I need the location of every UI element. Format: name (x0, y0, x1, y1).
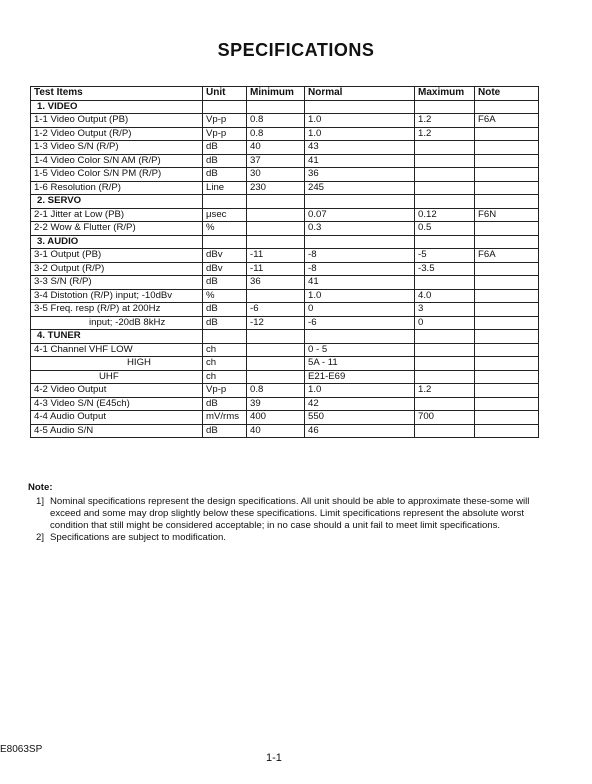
item-cell: 1-2 Video Output (R/P) (31, 127, 203, 141)
minimum-cell: 400 (247, 411, 305, 425)
empty-cell (475, 235, 539, 249)
header-maximum: Maximum (415, 87, 475, 101)
maximum-cell: 4.0 (415, 289, 475, 303)
empty-cell (247, 100, 305, 114)
note-cell (475, 127, 539, 141)
table-header-row (31, 87, 539, 101)
unit-cell: dB (203, 154, 247, 168)
note-cell (475, 316, 539, 330)
unit-cell: dB (203, 168, 247, 182)
unit-cell: % (203, 222, 247, 236)
item-cell: 4-3 Video S/N (E45ch) (31, 397, 203, 411)
maximum-cell: 1.2 (415, 114, 475, 128)
minimum-cell: -11 (247, 249, 305, 263)
empty-cell (305, 235, 415, 249)
item-cell: 1-4 Video Color S/N AM (R/P) (31, 154, 203, 168)
section-label: 4. TUNER (31, 330, 203, 344)
empty-cell (203, 100, 247, 114)
empty-cell (247, 330, 305, 344)
maximum-cell (415, 370, 475, 384)
empty-cell (305, 100, 415, 114)
unit-cell: dBv (203, 262, 247, 276)
note-text: Specifications are subject to modification. (50, 532, 226, 543)
normal-cell: 1.0 (305, 114, 415, 128)
note-cell (475, 168, 539, 182)
unit-cell: Vp-p (203, 384, 247, 398)
item-cell: 1-6 Resolution (R/P) (31, 181, 203, 195)
maximum-cell (415, 141, 475, 155)
maximum-cell: 1.2 (415, 384, 475, 398)
table-row (31, 114, 539, 128)
note-cell (475, 397, 539, 411)
item-cell: 4-2 Video Output (31, 384, 203, 398)
unit-cell: Vp-p (203, 114, 247, 128)
normal-cell: 1.0 (305, 384, 415, 398)
item-cell: 3-2 Output (R/P) (31, 262, 203, 276)
item-cell: 3-3 S/N (R/P) (31, 276, 203, 290)
empty-cell (415, 330, 475, 344)
item-cell: 1-1 Video Output (PB) (31, 114, 203, 128)
header-minimum: Minimum (247, 87, 305, 101)
note-text: Nominal specifications represent the design specifications. All unit should be able to approximate these-some will exceed and some may drop slightly below these specifications. Limit specifications represent the absolute worst condition that still might be considered acceptable; in no case should a unit fail to meet limit specifications. (50, 496, 530, 531)
note-cell (475, 357, 539, 371)
note-cell (475, 411, 539, 425)
item-cell: 1-3 Video S/N (R/P) (31, 141, 203, 155)
table-row (31, 316, 539, 330)
empty-cell (203, 195, 247, 209)
table-row (31, 181, 539, 195)
note-cell: F6N (475, 208, 539, 222)
maximum-cell (415, 357, 475, 371)
note-cell: F6A (475, 249, 539, 263)
table-row (31, 141, 539, 155)
normal-cell: 42 (305, 397, 415, 411)
table-row (31, 411, 539, 425)
minimum-cell: 40 (247, 141, 305, 155)
note-cell (475, 370, 539, 384)
normal-cell: 36 (305, 168, 415, 182)
minimum-cell (247, 370, 305, 384)
empty-cell (247, 235, 305, 249)
maximum-cell (415, 154, 475, 168)
maximum-cell: 0.5 (415, 222, 475, 236)
note-item (28, 532, 548, 544)
maximum-cell: 700 (415, 411, 475, 425)
empty-cell (415, 100, 475, 114)
empty-cell (203, 330, 247, 344)
item-cell: 4-4 Audio Output (31, 411, 203, 425)
empty-cell (475, 195, 539, 209)
minimum-cell: 36 (247, 276, 305, 290)
empty-cell (305, 330, 415, 344)
minimum-cell: -12 (247, 316, 305, 330)
item-cell: 2-2 Wow & Flutter (R/P) (31, 222, 203, 236)
maximum-cell: -3.5 (415, 262, 475, 276)
minimum-cell: 230 (247, 181, 305, 195)
maximum-cell: 3 (415, 303, 475, 317)
maximum-cell: 0 (415, 316, 475, 330)
section-label: 1. VIDEO (31, 100, 203, 114)
unit-cell: Line (203, 181, 247, 195)
page-number: 1-1 (266, 752, 282, 764)
empty-cell (475, 100, 539, 114)
table-row (31, 357, 539, 371)
empty-cell (415, 195, 475, 209)
table-row (31, 343, 539, 357)
maximum-cell: 0.12 (415, 208, 475, 222)
item-cell: UHF (31, 370, 203, 384)
minimum-cell: 30 (247, 168, 305, 182)
table-row (31, 222, 539, 236)
minimum-cell (247, 357, 305, 371)
normal-cell: 1.0 (305, 289, 415, 303)
table-row (31, 208, 539, 222)
note-cell (475, 141, 539, 155)
unit-cell: ch (203, 370, 247, 384)
maximum-cell (415, 343, 475, 357)
item-cell: 3-5 Freq. resp (R/P) at 200Hz (31, 303, 203, 317)
table-row (31, 424, 539, 438)
note-cell (475, 384, 539, 398)
minimum-cell (247, 208, 305, 222)
minimum-cell (247, 222, 305, 236)
normal-cell: 41 (305, 276, 415, 290)
item-cell: 2-1 Jitter at Low (PB) (31, 208, 203, 222)
header-normal: Normal (305, 87, 415, 101)
note-item (28, 496, 548, 532)
section-row (31, 235, 539, 249)
table-row (31, 289, 539, 303)
item-cell: 1-5 Video Color S/N PM (R/P) (31, 168, 203, 182)
notes-heading: Note: (28, 482, 53, 493)
normal-cell: E21-E69 (305, 370, 415, 384)
note-cell (475, 289, 539, 303)
normal-cell: 41 (305, 154, 415, 168)
unit-cell: dB (203, 316, 247, 330)
page-title: SPECIFICATIONS (217, 40, 375, 60)
minimum-cell: 39 (247, 397, 305, 411)
section-row (31, 195, 539, 209)
section-label: 2. SERVO (31, 195, 203, 209)
note-cell (475, 276, 539, 290)
note-cell (475, 343, 539, 357)
note-cell (475, 154, 539, 168)
normal-cell: -8 (305, 249, 415, 263)
note-number: 2] (36, 532, 45, 543)
note-cell (475, 303, 539, 317)
unit-cell: dB (203, 141, 247, 155)
table-row (31, 127, 539, 141)
normal-cell: 550 (305, 411, 415, 425)
table-row (31, 370, 539, 384)
header-test-items: Test Items (31, 87, 203, 101)
item-cell: HIGH (31, 357, 203, 371)
header-note: Note (475, 87, 539, 101)
notes-section (28, 482, 548, 544)
item-cell: input; -20dB 8kHz (31, 316, 203, 330)
normal-cell: 0 (305, 303, 415, 317)
maximum-cell (415, 397, 475, 411)
minimum-cell: 0.8 (247, 127, 305, 141)
unit-cell: % (203, 289, 247, 303)
table-row (31, 154, 539, 168)
minimum-cell: 40 (247, 424, 305, 438)
table-row (31, 303, 539, 317)
empty-cell (415, 235, 475, 249)
normal-cell: 0.3 (305, 222, 415, 236)
note-cell (475, 424, 539, 438)
normal-cell: 46 (305, 424, 415, 438)
maximum-cell (415, 276, 475, 290)
unit-cell: μsec (203, 208, 247, 222)
item-cell: 4-1 Channel VHF LOW (31, 343, 203, 357)
empty-cell (203, 235, 247, 249)
section-row (31, 100, 539, 114)
maximum-cell (415, 168, 475, 182)
maximum-cell (415, 424, 475, 438)
minimum-cell (247, 343, 305, 357)
minimum-cell: 0.8 (247, 384, 305, 398)
header-unit: Unit (203, 87, 247, 101)
table-row (31, 168, 539, 182)
note-cell (475, 222, 539, 236)
empty-cell (305, 195, 415, 209)
table-row (31, 249, 539, 263)
unit-cell: dB (203, 397, 247, 411)
table-body (31, 100, 539, 438)
note-cell (475, 262, 539, 276)
maximum-cell: 1.2 (415, 127, 475, 141)
normal-cell: 1.0 (305, 127, 415, 141)
minimum-cell: 37 (247, 154, 305, 168)
unit-cell: ch (203, 343, 247, 357)
unit-cell: dB (203, 303, 247, 317)
normal-cell: 43 (305, 141, 415, 155)
normal-cell: 245 (305, 181, 415, 195)
unit-cell: dB (203, 424, 247, 438)
section-row (31, 330, 539, 344)
normal-cell: 0.07 (305, 208, 415, 222)
item-cell: 3-4 Distotion (R/P) input; -10dBv (31, 289, 203, 303)
minimum-cell (247, 289, 305, 303)
normal-cell: -8 (305, 262, 415, 276)
table-row (31, 276, 539, 290)
table-row (31, 397, 539, 411)
minimum-cell: -6 (247, 303, 305, 317)
note-cell (475, 181, 539, 195)
item-cell: 4-5 Audio S/N (31, 424, 203, 438)
minimum-cell: 0.8 (247, 114, 305, 128)
table-row (31, 262, 539, 276)
maximum-cell (415, 181, 475, 195)
specifications-table (30, 86, 539, 438)
empty-cell (475, 330, 539, 344)
unit-cell: ch (203, 357, 247, 371)
note-cell: F6A (475, 114, 539, 128)
empty-cell (247, 195, 305, 209)
unit-cell: Vp-p (203, 127, 247, 141)
normal-cell: -6 (305, 316, 415, 330)
item-cell: 3-1 Output (PB) (31, 249, 203, 263)
table-row (31, 384, 539, 398)
model-number: E8063SP (0, 744, 43, 755)
unit-cell: dB (203, 276, 247, 290)
normal-cell: 5A - 11 (305, 357, 415, 371)
note-number: 1] (36, 496, 45, 507)
normal-cell: 0 - 5 (305, 343, 415, 357)
maximum-cell: -5 (415, 249, 475, 263)
minimum-cell: -11 (247, 262, 305, 276)
unit-cell: dBv (203, 249, 247, 263)
section-label: 3. AUDIO (31, 235, 203, 249)
unit-cell: mV/rms (203, 411, 247, 425)
